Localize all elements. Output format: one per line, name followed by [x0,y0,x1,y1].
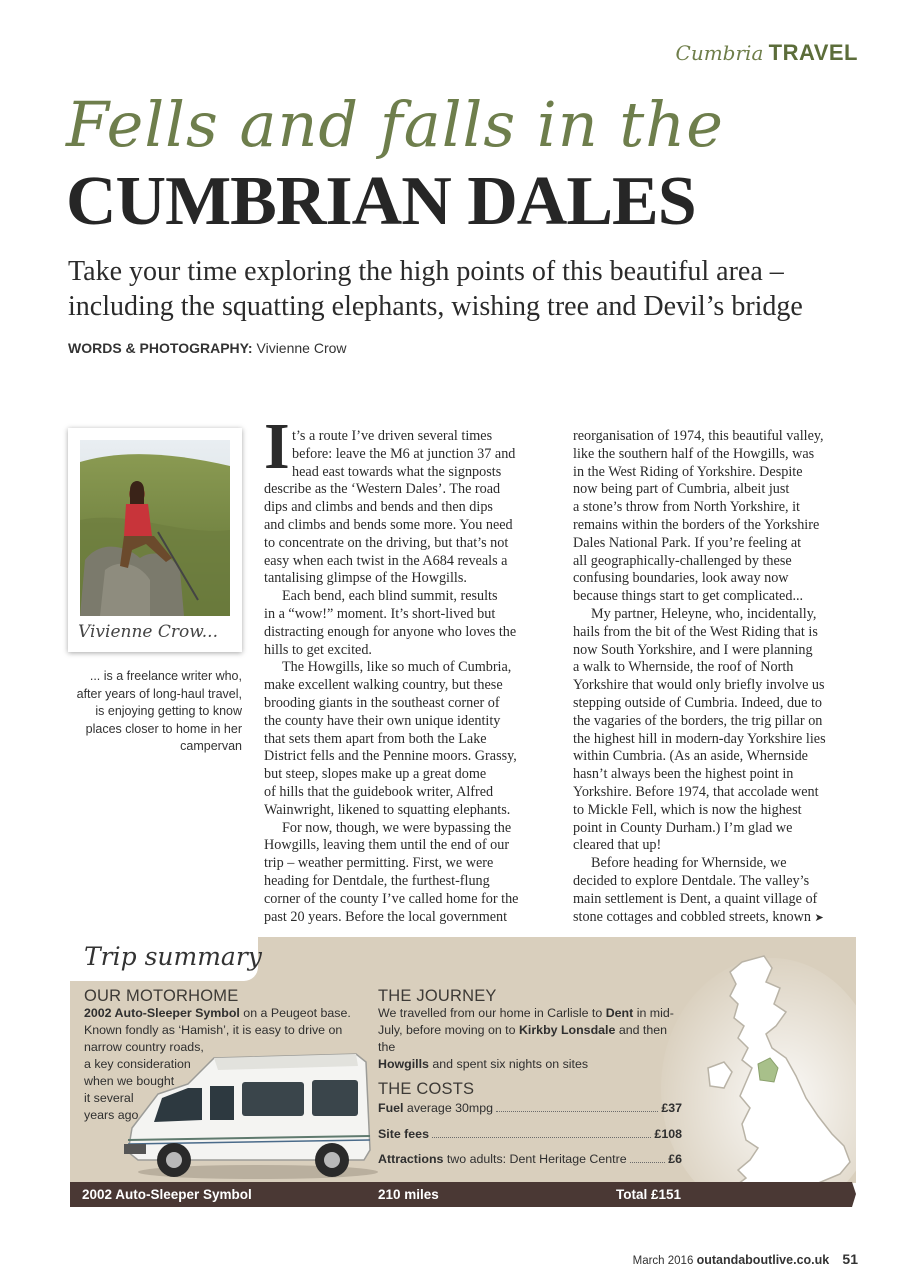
journey-fragment: July, before moving on to [378,1023,519,1037]
text-line: easy when each twist in the A684 reveals a [264,552,508,569]
motorhome-model: 2002 Auto-Sleeper Symbol [84,1006,240,1020]
motorhome-line: Known fondly as ‘Hamish’, it is easy to drive on [84,1023,343,1037]
text-line: now South Yorkshire, and I were planning [573,641,813,658]
text-line: the highest hill in modern-day Yorkshire lies [573,730,826,747]
text-line-content: stone cottages and cobbled streets, known [573,908,811,925]
text-line: cleared that up! [573,837,662,854]
text-line: main settlement is Dent, a quaint village of [573,890,818,907]
cost-row-fuel [378,1101,682,1115]
text-line: District fells and the Pennine moors. Grassy, [264,748,517,765]
script-headline: Fells and falls in the [66,88,724,161]
standfirst-line: Take your time exploring the high points of this beautiful area – [68,256,784,287]
text-line: Howgills, leaving them until the end of our [264,837,510,854]
text-line: brooding giants in the southeast corner of [264,694,500,711]
bio-line: ... is a freelance writer who, [89,669,242,683]
author-bio [68,668,242,756]
author-photo [80,440,230,616]
text-line: to concentrate on the driving, but that’s not [264,534,509,551]
journey-fragment: We travelled from our home in Carlisle to [378,1006,606,1020]
text-line: a walk to Whernside, the roof of North [573,659,794,676]
page-number: 51 [842,1251,858,1267]
cost-row-attractions [378,1152,682,1166]
text-line: of hills that the guidebook writer, Alfred [264,783,494,800]
text-line: a stone’s throw from North Yorkshire, it [573,499,800,516]
leader-dots [432,1137,651,1138]
byline-name: Vivienne Crow [256,340,347,356]
text-line: My partner, Heleyne, who, incidentally, [591,605,817,622]
byline-label: WORDS & PHOTOGRAPHY: [68,340,253,356]
text-line: Yorkshire. Before 1974, that accolade went [573,783,819,800]
journey-line [378,1056,678,1073]
text-line: like the southern half of the Howgills, was [573,445,815,462]
journey-fragment: in mid- [633,1006,674,1020]
text-line: to Mickle Fell, which is now the highest [573,801,802,818]
journey-fragment: and then the [378,1023,668,1054]
section-region: Cumbria [675,41,764,65]
journey-line [378,1005,678,1022]
footer-total: Total £151 [616,1187,682,1202]
text-line: Before heading for Whernside, we [591,855,787,872]
text-line: stepping outside of Cumbria. Indeed, due to [573,694,823,711]
motorhome-van-icon [118,1040,380,1180]
cost-amount: £108 [654,1127,682,1141]
costs-heading: THE COSTS [378,1080,475,1098]
text-line: confusing boundaries, look away now [573,570,789,587]
text-line: the vagaries of the borders, the trig pillar on [573,712,823,729]
journey-line [378,1022,678,1056]
cost-label: Attractions [378,1152,444,1166]
text-line: remains within the borders of the Yorkshire [573,516,820,533]
journey-place-kirkby: Kirkby Lonsdale [518,1023,616,1037]
author-caption: Vivienne Crow... [78,622,218,642]
text-line: in a “wow!” moment. It’s short-lived but [264,605,496,622]
section-category: TRAVEL [768,40,858,65]
byline [68,340,347,356]
cost-amount: £6 [668,1152,682,1166]
author-photo-card [68,428,242,652]
text-line: For now, though, we were bypassing the [282,819,512,836]
page-footer [633,1251,858,1267]
bio-line: campervan [180,739,242,753]
footer-miles: 210 miles [378,1187,439,1202]
motorhome-line [84,1005,354,1022]
article-column-2 [573,428,858,927]
page-title: CUMBRIAN DALES [66,163,696,240]
text-line: Each bend, each blind summit, results [282,588,498,605]
text-line: the county have their own unique identity [264,712,501,729]
text-line: decided to explore Dentdale. The valley’s [573,872,810,889]
cost-label: Fuel [378,1101,404,1115]
bio-line: places closer to home in her [85,721,242,736]
text-line: heading for Dentdale, the furthest-flung [264,872,490,889]
motorhome-line: it several [84,1091,134,1105]
text-line: Wainwright, likened to squatting elephants. [264,801,511,818]
article-column-1 [264,428,554,926]
journey-heading: THE JOURNEY [378,987,497,1005]
journey-place-howgills: Howgills [378,1057,429,1071]
text-line: and climbs and bends some more. You need [264,516,513,533]
leader-dots [496,1111,658,1112]
text-line: hasn’t always been the highest point in [573,766,794,783]
text-line: The Howgills, like so much of Cumbria, [282,659,512,676]
motorhome-line: when we bought [84,1074,175,1088]
text-line: that sets them apart from both the Lake [264,730,487,747]
cost-amount: £37 [661,1101,682,1115]
text-line: because things start to get complicated... [573,588,804,605]
text-line: all geographically-challenged by these [573,552,792,569]
leader-dots [630,1162,666,1163]
continue-arrow-icon: ➤ [814,911,824,924]
text-line: dips and climbs and bends and then dips [264,499,493,516]
cost-detail: two adults: Dent Heritage Centre [443,1152,627,1166]
trip-summary-heading: Trip summary [84,942,262,971]
text-line: trip – weather permitting. First, we were [264,855,494,872]
text-line: corner of the county I’ve called home for the [264,890,519,907]
journey-place-dent: Dent [605,1006,634,1020]
journey-fragment: and spent six nights on sites [428,1057,589,1071]
text-line: Dales National Park. If you’re feeling at [573,534,802,551]
text-line: before: leave the M6 at junction 37 and [292,445,516,462]
text-line: point in County Durham.) I’m glad we [573,819,793,836]
text-line: now being part of Cumbria, albeit just [573,481,790,498]
motorhome-heading: OUR MOTORHOME [84,987,239,1005]
cost-detail: average 30mpg [403,1101,494,1115]
text-line: t’s a route I’ve driven several times [292,428,493,444]
text-line: reorganisation of 1974, this beautiful valley, [573,428,824,444]
motorhome-line: a key consideration [84,1057,191,1071]
footer-model: 2002 Auto-Sleeper Symbol [82,1187,252,1202]
website-link[interactable]: outandaboutlive.co.uk [696,1253,830,1267]
journey-text [378,1005,678,1073]
uk-map-icon [646,948,876,1210]
text-line: make excellent walking country, but these [264,677,503,694]
text-line: describe as the ‘Western Dales’. The road [264,481,501,498]
text-line: within Cumbria. (As an aside, Whernside [573,748,808,765]
drop-cap: I [264,410,290,483]
text-line: but steep, slopes make up a great dome [264,766,487,783]
text-line: past 20 years. Before the local government [264,908,508,925]
cost-row-sites [378,1127,682,1141]
cost-label: Site fees [378,1127,429,1141]
motorhome-line: narrow country roads, [84,1040,204,1054]
text-line: head east towards what the signposts [292,463,502,480]
standfirst-line: including the squatting elephants, wishing tree and Devil’s bridge [68,291,803,322]
bio-line: is enjoying getting to know [95,704,242,718]
text-line: Yorkshire that would only briefly involve us [573,677,825,694]
section-label [676,40,858,66]
standfirst [68,254,848,324]
motorhome-base: on a Peugeot base. [239,1006,351,1020]
bio-line: after years of long-haul travel, [76,686,242,701]
text-line: hails from the bit of the West Riding that is [573,623,818,640]
text-line: distracting enough for anyone who loves the [264,623,517,640]
text-line: in the West Riding of Yorkshire. Despite [573,463,803,480]
text-line [573,909,858,928]
text-line: hills to get excited. [264,641,372,658]
motorhome-line: years ago [84,1108,139,1122]
text-line: tantalising glimpse of the Howgills. [264,570,467,587]
issue-date: March 2016 [632,1255,694,1267]
